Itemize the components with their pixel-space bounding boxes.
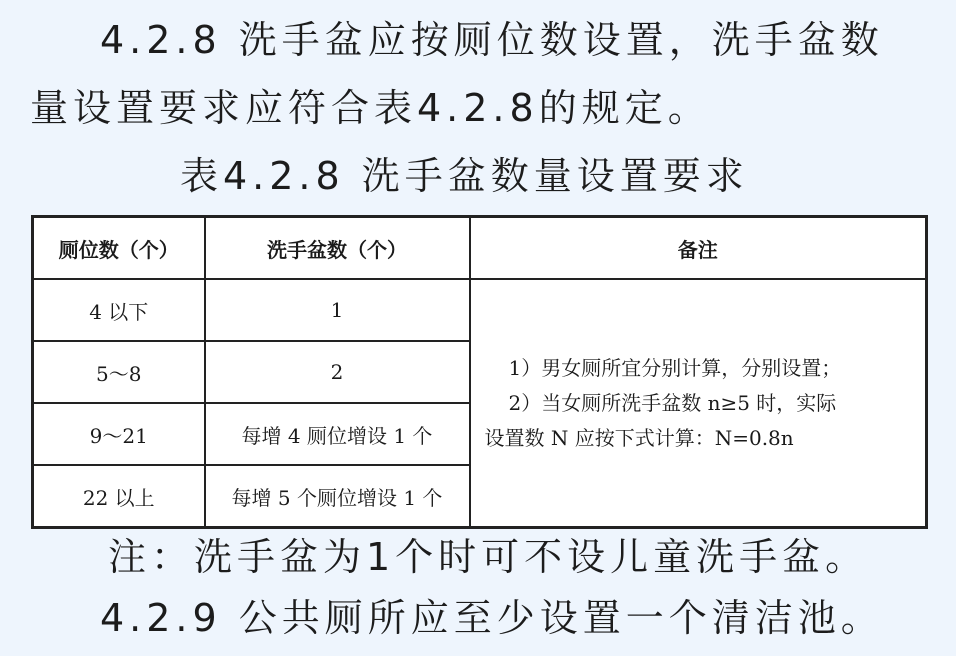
table-row <box>33 279 927 341</box>
remark-line-3: 设置数 N 应按下式计算：N=0.8n <box>484 425 794 450</box>
remark-line-1: 1）男女厕所宜分别计算，分别设置； <box>508 355 842 380</box>
table-header-row <box>33 217 927 280</box>
cell-remark <box>470 279 927 528</box>
paragraph-4-2-8: 4.2.8 洗手盆应按厕位数设置，洗手盆数 <box>100 18 884 62</box>
cell-basin-count: 每增 5 个厕位增设 1 个 <box>205 465 470 528</box>
cell-stall-count: 5～8 <box>33 341 205 403</box>
cell-stall-count: 22 以上 <box>33 465 205 528</box>
cell-stall-count: 4 以下 <box>33 279 205 341</box>
cell-basin-count: 2 <box>205 341 470 403</box>
remark-line-2: 2）当女厕所洗手盆数 n≥5 时，实际 <box>508 390 837 415</box>
cell-basin-count: 每增 4 厕位增设 1 个 <box>205 403 470 465</box>
header-basin-count: 洗手盆数（个） <box>205 217 470 280</box>
table-caption: 表4.2.8 洗手盆数量设置要求 <box>180 154 749 198</box>
cell-basin-count: 1 <box>205 279 470 341</box>
table-note: 注：洗手盆为1个时可不设儿童洗手盆。 <box>108 535 869 579</box>
header-remark: 备注 <box>470 217 927 280</box>
cell-stall-count: 9～21 <box>33 403 205 465</box>
paragraph-4-2-9: 4.2.9 公共厕所应至少设置一个清洁池。 <box>100 596 884 640</box>
basin-requirement-table <box>31 215 928 529</box>
paragraph-4-2-8-continued: 量设置要求应符合表4.2.8的规定。 <box>30 86 711 130</box>
header-stall-count: 厕位数（个） <box>33 217 205 280</box>
